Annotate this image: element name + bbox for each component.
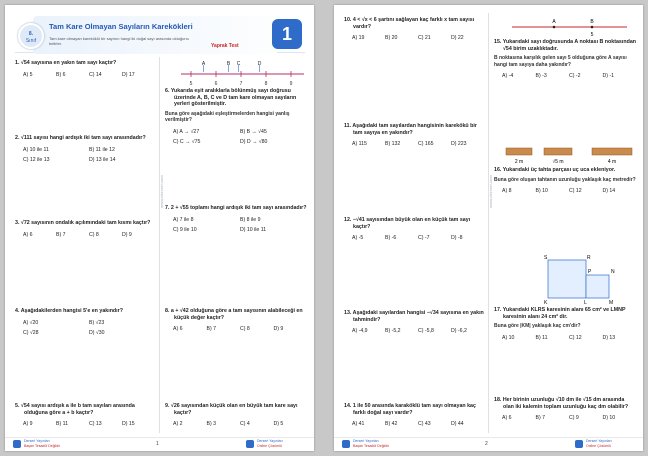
tick-label: 7 xyxy=(239,81,243,87)
answer-option[interactable]: C) 43 xyxy=(418,421,431,427)
question-18 xyxy=(494,397,636,422)
question-prompt: Buna göre |KM| yaklaşık kaç cm'dir? xyxy=(494,323,581,329)
answer-option[interactable]: A) 10 xyxy=(502,334,515,341)
point-label: A xyxy=(201,61,206,67)
answer-option[interactable]: D) 15 xyxy=(122,421,135,427)
page-title: Tam Kare Olmayan Sayıların Karekökleri xyxy=(49,22,193,31)
question-prompt: Buna göre oluşan tahtanın uzunluğu yaklaşık kaç metredir? xyxy=(494,176,636,183)
answer-option[interactable]: A) 7 ile 8 xyxy=(173,216,194,223)
answer-options xyxy=(15,147,155,164)
answer-option[interactable]: C) √28 xyxy=(23,330,39,336)
point xyxy=(591,26,594,29)
answer-option[interactable]: A) 5 xyxy=(23,71,33,78)
answer-options xyxy=(15,232,155,239)
square-klrs xyxy=(548,260,586,298)
vertex-label: R xyxy=(587,255,591,261)
answer-option[interactable]: B) 11 xyxy=(56,421,69,427)
publisher-logo-icon xyxy=(342,440,350,448)
test-type-badge: Yaprak Test xyxy=(211,43,239,49)
answer-option[interactable]: B) 132 xyxy=(385,141,401,147)
answer-option[interactable]: D) 14 xyxy=(602,188,616,194)
header xyxy=(15,13,305,53)
planks-figure xyxy=(500,145,640,167)
tick-label: 6 xyxy=(214,81,218,87)
answer-option[interactable]: C) 9 xyxy=(569,415,579,421)
question-figure xyxy=(494,145,636,167)
answer-option[interactable]: B) 7 xyxy=(206,326,217,332)
answer-option[interactable]: B) -5,2 xyxy=(385,328,401,334)
vertex-label: N xyxy=(611,269,615,275)
answer-options xyxy=(344,141,484,148)
answer-options xyxy=(344,421,484,428)
watermark: www.derseri.com xyxy=(159,175,164,208)
answer-options xyxy=(165,421,307,428)
question-prompt: Buna göre aşağıdaki eşleştirmelerden hangisi yanlış verilmiştir? xyxy=(165,110,290,123)
answer-option[interactable]: C) C → √75 xyxy=(173,139,201,145)
answer-option[interactable]: D) 9 xyxy=(122,231,132,238)
point-label: A xyxy=(552,19,556,25)
watermark: www.derseri.com xyxy=(488,175,493,208)
answer-option[interactable]: D) √30 xyxy=(89,330,105,336)
point xyxy=(553,26,556,29)
answer-option[interactable]: A) 19 xyxy=(352,35,365,41)
vertex-label: K xyxy=(544,300,548,306)
answer-option[interactable]: A) 9 xyxy=(23,421,33,427)
question-9 xyxy=(165,403,307,428)
vertex-label: P xyxy=(588,269,592,275)
answer-option[interactable]: D) 13 xyxy=(602,334,616,341)
point-label: B xyxy=(226,61,231,67)
tick-label: 8 xyxy=(264,81,268,87)
answer-option[interactable]: A) 6 xyxy=(502,415,512,421)
question-prompt: B noktasına karşılık gelen sayı 5 olduğuna göre A sayısı hangi tam sayıya daha yakındır? xyxy=(494,55,627,68)
answer-options xyxy=(344,35,484,42)
answer-option[interactable]: C) -5,8 xyxy=(418,328,434,334)
answer-options xyxy=(15,421,155,428)
answer-option[interactable]: C) -2 xyxy=(569,73,581,79)
column-divider xyxy=(159,57,160,433)
answer-option[interactable]: D) 44 xyxy=(451,421,464,427)
point-value: 5 xyxy=(590,32,594,38)
question-figure xyxy=(165,60,307,88)
question-4 xyxy=(15,308,155,337)
answer-option[interactable]: B) 10 xyxy=(535,188,548,194)
question-text: 5. √54 sayısı ardışık a ile b tam sayıları arasında olduğuna göre a + b kaçtır? xyxy=(15,403,135,416)
answer-option[interactable]: C) 13 xyxy=(89,421,102,427)
answer-options xyxy=(494,415,636,422)
grade-badge: 8. Sınıf xyxy=(18,23,44,49)
footer xyxy=(5,437,314,451)
square-lmnp xyxy=(586,275,609,298)
question-8 xyxy=(165,308,307,333)
question-figure xyxy=(494,17,636,39)
plank xyxy=(592,148,632,155)
vertex-label: M xyxy=(609,300,614,306)
plank-length: √5 m xyxy=(552,159,564,165)
question-text: 12. −√41 sayısından büyük olan en küçük tam sayı kaçtır? xyxy=(344,217,471,230)
squares-figure xyxy=(508,255,643,307)
answer-option[interactable]: D) 22 xyxy=(451,35,464,41)
publisher-name: Derseri Yayınları xyxy=(257,439,283,443)
question-text: 6. Yukarıda eşit aralıklarla bölünmüş sayı doğrusu üzerinde A, B, C ve D tam kare olmayan sayıların yerleri gösterilmiştir. xyxy=(165,88,297,107)
question-text: 17. Yukarıdaki KLRS karesinin alanı 65 cm² ve LMNP karesinin alanı 24 cm² dir. xyxy=(494,307,626,320)
segment-figure xyxy=(502,17,632,39)
answer-options xyxy=(15,72,155,79)
question-2 xyxy=(15,135,155,164)
answer-option[interactable]: C) 12 xyxy=(569,188,582,194)
question-12 xyxy=(344,217,484,242)
answer-option[interactable]: B) 3 xyxy=(206,421,217,427)
test-number: 1 xyxy=(272,19,302,49)
publisher-slogan: Online Çözümlü xyxy=(257,444,282,448)
answer-option[interactable]: B) √23 xyxy=(89,319,105,326)
answer-option[interactable]: D) 9 xyxy=(273,326,284,332)
publisher-logo-icon xyxy=(575,440,583,448)
question-text: 13. Aşağıdaki sayılardan hangisi −√34 sayısına en yakın tahmindir? xyxy=(344,310,484,323)
answer-option[interactable]: C) 12 xyxy=(569,334,582,341)
answer-option[interactable]: D) 5 xyxy=(273,421,284,427)
publisher-slogan: Online Çözümlü xyxy=(586,444,611,448)
question-text: 11. Aşağıdaki tam sayılardan hangisinin karekökü bir tam sayıya en yakındır? xyxy=(344,123,477,136)
answer-option[interactable]: A) -4 xyxy=(502,73,514,79)
plank-length: 4 m xyxy=(607,159,617,165)
question-15 xyxy=(494,17,636,80)
answer-options xyxy=(344,328,484,335)
plank-length: 2 m xyxy=(514,159,524,165)
answer-option[interactable]: A) -5 xyxy=(352,235,364,241)
answer-option[interactable]: D) 13 ile 14 xyxy=(89,157,116,163)
question-text: 10. 4 < √x < 6 şartını sağlayan kaç farklı x tam sayısı vardır? xyxy=(344,17,475,30)
answer-option[interactable]: B) 11 xyxy=(535,334,548,341)
plank xyxy=(544,148,572,155)
answer-option[interactable]: D) -6,2 xyxy=(451,328,467,334)
answer-option[interactable]: B) -3 xyxy=(535,73,547,79)
page-number: 2 xyxy=(485,441,488,447)
answer-option[interactable]: B) 42 xyxy=(385,421,398,427)
question-10 xyxy=(344,17,484,42)
answer-option[interactable]: B) 7 xyxy=(535,415,546,421)
answer-option[interactable]: D) D → √80 xyxy=(240,139,268,145)
question-text: 8. a + √42 olduğuna göre a tam sayısının alabileceği en küçük değer kaçtır? xyxy=(165,308,303,321)
answer-options xyxy=(494,335,636,342)
answer-option[interactable]: A) A → √27 xyxy=(173,128,200,135)
question-3 xyxy=(15,220,155,238)
answer-option[interactable]: A) 41 xyxy=(352,421,365,427)
answer-option[interactable]: B) B → √45 xyxy=(240,128,267,135)
answer-options xyxy=(494,188,636,195)
question-text: 3. √72 sayısının ondalık açılımındaki tam kısmı kaçtır? xyxy=(15,220,151,226)
question-1 xyxy=(15,60,155,78)
answer-option[interactable]: C) 21 xyxy=(418,35,431,41)
answer-option[interactable]: C) 14 xyxy=(89,71,102,78)
question-text: 9. √26 sayısından küçük olan en büyük tam kare sayı kaçtır? xyxy=(165,403,298,416)
answer-option[interactable]: C) 165 xyxy=(418,141,434,147)
answer-option[interactable]: D) 10 ile 11 xyxy=(240,227,267,233)
vertex-label: L xyxy=(584,300,587,306)
question-17 xyxy=(494,255,636,341)
question-text: 16. Yukarıdaki üç tahta parçası uç uca ekleniyor. xyxy=(494,167,616,173)
answer-option[interactable]: D) 17 xyxy=(122,71,135,78)
answer-options xyxy=(15,320,155,337)
publisher-name: Derseri Yayınları xyxy=(353,439,379,443)
answer-option[interactable]: A) 2 xyxy=(173,421,183,427)
question-text: 2. √111 sayısı hangi ardışık iki tam sayı arasındadır? xyxy=(15,135,146,141)
answer-option[interactable]: B) 6 xyxy=(56,71,66,78)
answer-option[interactable]: D) -8 xyxy=(451,235,463,241)
answer-option[interactable]: A) 8 xyxy=(502,188,512,194)
answer-option[interactable]: B) 20 xyxy=(385,35,398,41)
question-16 xyxy=(494,145,636,195)
answer-option[interactable]: C) 4 xyxy=(240,421,250,427)
answer-option[interactable]: D) 223 xyxy=(451,141,467,147)
answer-options xyxy=(165,129,307,146)
answer-option[interactable]: C) 8 xyxy=(240,326,250,332)
publisher-slogan: Başarı Tesadüf Değildir xyxy=(24,444,61,448)
answer-option[interactable]: B) 8 ile 9 xyxy=(240,216,261,223)
question-figure xyxy=(494,255,636,307)
question-7 xyxy=(165,205,307,234)
answer-option[interactable]: B) 11 ile 12 xyxy=(89,146,115,153)
question-text: 1. √54 sayısına en yakın tam sayı kaçtır? xyxy=(15,60,117,66)
answer-option[interactable]: B) 7 xyxy=(56,231,66,238)
publisher-slogan: Başarı Tesadüf Değildir xyxy=(353,444,390,448)
question-text: 14. 1 ile 50 arasında karaköklü tam sayı olmayan kaç farklı doğal sayı vardır? xyxy=(344,403,476,416)
answer-options xyxy=(344,235,484,242)
answer-option[interactable]: D) -1 xyxy=(602,73,615,79)
publisher-name: Derseri Yayınları xyxy=(24,439,50,443)
tick-label: 9 xyxy=(289,81,293,87)
answer-option[interactable]: C) -7 xyxy=(418,235,430,241)
question-14 xyxy=(344,403,484,428)
page-1 xyxy=(5,5,314,451)
answer-option[interactable]: A) 6 xyxy=(23,231,33,238)
question-6 xyxy=(165,60,307,146)
answer-option[interactable]: B) -6 xyxy=(385,235,397,241)
answer-option[interactable]: C) 8 xyxy=(89,231,99,238)
answer-options xyxy=(494,73,636,80)
tick-label: 5 xyxy=(189,81,193,87)
number-line-figure xyxy=(179,60,309,88)
question-5 xyxy=(15,403,155,428)
column-divider xyxy=(488,13,489,433)
question-text: 15. Yukarıdaki sayı doğrusunda A noktası B noktasından √54 birim uzaklıktadır. xyxy=(494,39,637,52)
answer-option[interactable]: A) 6 xyxy=(173,326,183,332)
publisher-name: Derseri Yayınları xyxy=(586,439,612,443)
footer xyxy=(334,437,643,451)
answer-option[interactable]: A) -4,9 xyxy=(352,328,368,334)
answer-options xyxy=(165,217,307,234)
vertex-label: S xyxy=(544,255,548,261)
answer-option[interactable]: D) 10 xyxy=(602,415,616,421)
answer-option[interactable]: A) 115 xyxy=(352,141,367,147)
page-subtitle: Tam kare olmayan kareköklü bir sayının hangi iki doğal sayı arasında olduğunu belirler. xyxy=(49,36,189,46)
publisher-logo-icon xyxy=(246,440,254,448)
point-label: C xyxy=(236,61,241,67)
answer-options xyxy=(165,326,307,333)
point-label: B xyxy=(590,19,594,25)
question-text: 18. Her birinin uzunluğu √10 dm ile √15 dm arasında olan iki kalemin toplam uzunluğu kaç dm olabilir? xyxy=(494,397,629,410)
plank xyxy=(506,148,532,155)
page-number: 1 xyxy=(156,441,159,447)
page-2 xyxy=(334,5,643,451)
point-label: D xyxy=(257,61,262,67)
question-13 xyxy=(344,310,484,335)
answer-option[interactable]: A) 10 ile 11 xyxy=(23,146,49,153)
answer-option[interactable]: A) √20 xyxy=(23,319,39,326)
question-text: 7. 2 + √55 toplamı hangi ardışık iki tam sayı arasındadır? xyxy=(165,205,307,211)
question-11 xyxy=(344,123,484,148)
publisher-logo-icon xyxy=(13,440,21,448)
answer-option[interactable]: C) 9 ile 10 xyxy=(173,227,197,233)
answer-option[interactable]: C) 12 ile 13 xyxy=(23,157,50,163)
question-text: 4. Aşağıdakilerden hangisi 5'e en yakındır? xyxy=(15,308,123,314)
